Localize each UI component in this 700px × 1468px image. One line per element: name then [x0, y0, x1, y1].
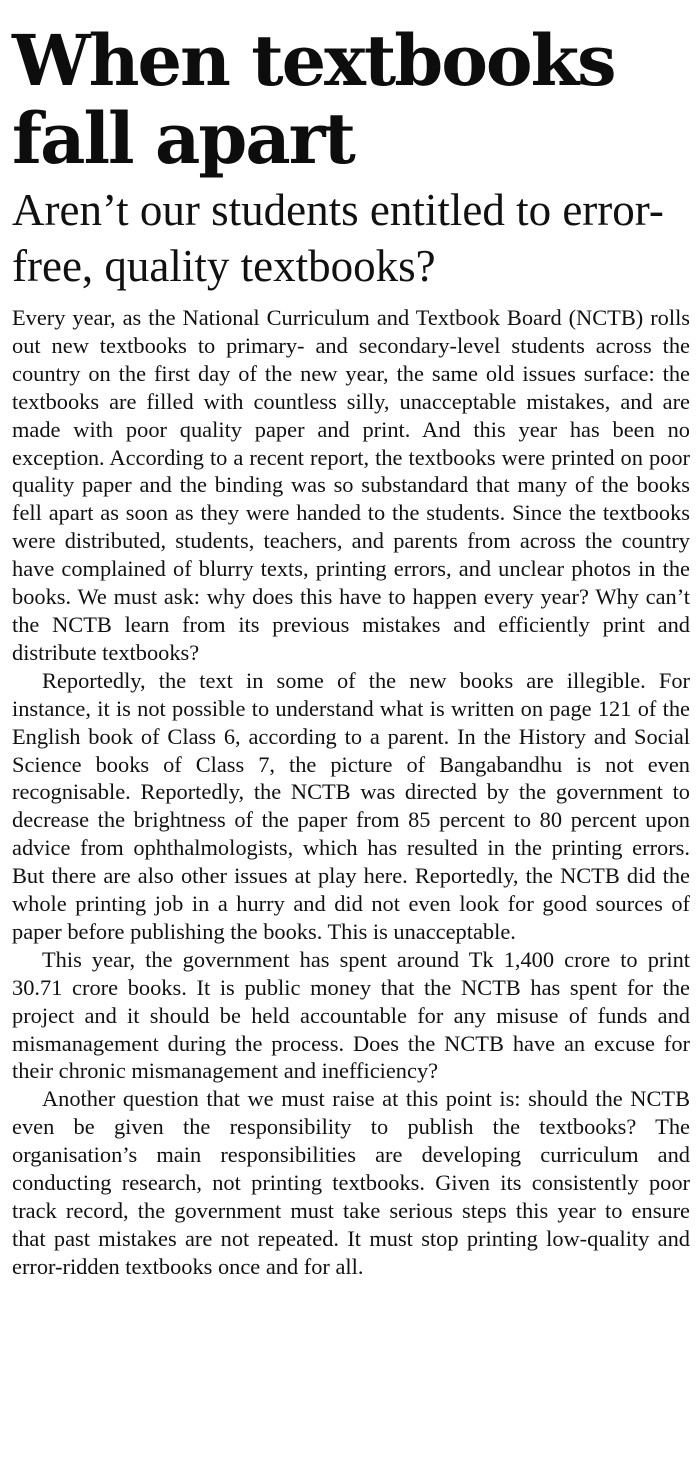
paragraph-1: Every year, as the National Curriculum and Textbook Board (NCTB) rolls out new textbooks to primary- and secondary-level students across the country on the first day of the new year, the same old issues surface: the textbooks are filled with countless silly, unacceptable mistakes, and are made with poor quality paper and print. And this year has been no exception. According to a recent report, the textbooks were printed on poor quality paper and the binding was so substandard that many of the books fell apart as soon as they were handed to the students. Since the textbooks were distributed, students, teachers, and parents from across the country have complained of blurry texts, printing errors, and unclear photos in the books. We must ask: why does this have to happen every year? Why can’t the NCTB learn from its previous mistakes and efficiently print and distribute textbooks? [12, 305, 690, 665]
paragraph-4: Another question that we must raise at this point is: should the NCTB even be given the responsibility to publish the textbooks? The organisation’s main responsibilities are developing curriculum and conducting research, not printing textbooks. Given its consistently poor track record, the government must take serious steps this year to ensure that past mistakes are not repeated. It must stop printing low-quality and error-ridden textbooks once and for all. [12, 1086, 690, 1279]
article-body [12, 304, 690, 1281]
paragraph-2: Reportedly, the text in some of the new books are illegible. For instance, it is not possible to understand what is written on page 121 of the English book of Class 6, according to a parent. In the History and Social Science books of Class 7, the picture of Bangabandhu is not even recognisable. Reportedly, the NCTB was directed by the government to decrease the brightness of the paper from 85 percent to 80 percent upon advice from ophthalmologists, which has resulted in the printing errors. But there are also other issues at play here. Reportedly, the NCTB did the whole printing job in a hurry and did not even look for good sources of paper before publishing the books. This is unacceptable. [12, 667, 690, 944]
headline: When textbooks fall apart [12, 19, 615, 180]
subheadline: Aren’t our students entitled to error-free, quality textbooks? [12, 185, 664, 291]
paragraph-3: This year, the government has spent around Tk 1,400 crore to print 30.71 crore books. It is public money that the NCTB has spent for the project and it should be held accountable for any misuse of funds and mismanagement during the process. Does the NCTB have an excuse for their chronic mismanagement and inefficiency? [12, 946, 690, 1084]
